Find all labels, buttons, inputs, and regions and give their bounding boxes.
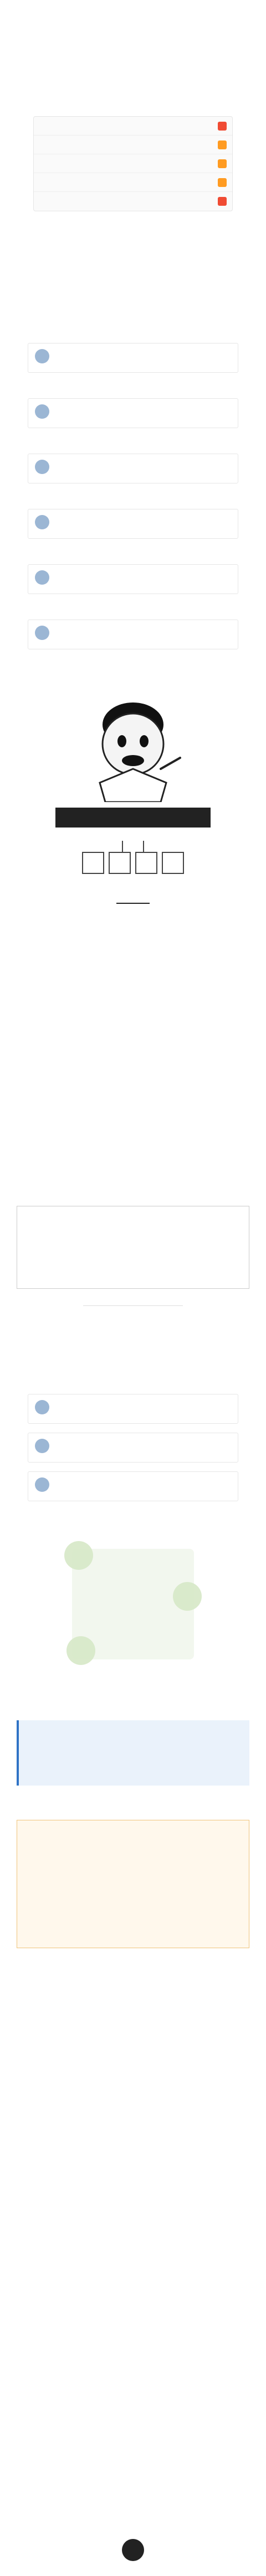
blue-note-title <box>28 1728 241 1738</box>
image-caption <box>0 437 266 445</box>
hot-search-item[interactable] <box>34 154 232 173</box>
closing-block <box>0 1991 266 2092</box>
body-line <box>0 304 266 319</box>
tips-item <box>26 1903 240 1916</box>
closing-line <box>0 2063 266 2078</box>
closing-line <box>0 2034 266 2049</box>
blue-note-line <box>28 1753 241 1766</box>
tagline-line <box>0 933 266 947</box>
body-line <box>0 1690 266 1705</box>
hot-search-panel <box>33 116 233 211</box>
tips-box <box>17 1820 249 1948</box>
tips-item <box>26 1891 240 1903</box>
after-green-block <box>0 1676 266 1705</box>
avatar[interactable] <box>35 460 49 474</box>
avatar[interactable] <box>35 1439 49 1453</box>
comment-card[interactable] <box>28 454 238 483</box>
tagline-block <box>0 918 266 961</box>
intro-line <box>0 11 266 25</box>
blue-note-line <box>28 1741 241 1753</box>
closing-line <box>0 1991 266 2006</box>
logo-badge-icon <box>122 2539 144 2561</box>
char-box <box>135 852 157 874</box>
tips-item <box>26 1916 240 1928</box>
char-box <box>82 852 104 874</box>
body-line <box>0 275 266 290</box>
body-line <box>0 290 266 304</box>
image-caption <box>0 603 266 611</box>
image-caption <box>0 492 266 500</box>
meme-illustration <box>78 691 188 802</box>
hot-search-panel-wrap <box>0 116 266 211</box>
english-title <box>0 885 266 898</box>
comment-card[interactable] <box>28 1471 238 1501</box>
avatar[interactable] <box>35 570 49 585</box>
intro-line <box>0 54 266 69</box>
body-paragraph <box>17 974 249 986</box>
avatar[interactable] <box>35 1477 49 1492</box>
avatar[interactable] <box>35 404 49 419</box>
comment-card[interactable] <box>28 1433 238 1463</box>
avatar[interactable] <box>35 349 49 363</box>
closing-line <box>0 2049 266 2063</box>
hot-search-item[interactable] <box>34 136 232 154</box>
section2-line <box>0 1321 266 1336</box>
intro-line <box>0 69 266 83</box>
body-line <box>0 1676 266 1690</box>
flower-icon <box>64 1541 93 1570</box>
section2-line <box>0 1336 266 1350</box>
section2-line <box>0 1350 266 1365</box>
avatar[interactable] <box>35 1400 49 1414</box>
intro-line <box>0 25 266 40</box>
char-box <box>162 852 184 874</box>
after-list-block <box>0 232 266 333</box>
green-flower-box <box>72 1549 194 1659</box>
body-line <box>0 247 266 261</box>
closing-line <box>0 2006 266 2020</box>
summary-line <box>0 1521 266 1536</box>
tagline-line <box>0 918 266 933</box>
tips-item <box>26 1928 240 1940</box>
hot-badge-icon <box>218 159 227 168</box>
flower-icon <box>173 1582 202 1611</box>
section2-block <box>0 1314 266 1379</box>
image-caption <box>0 382 266 389</box>
section2-line <box>0 1365 266 1379</box>
tagline-line <box>0 947 266 961</box>
blue-note-box <box>17 1720 249 1786</box>
tips-item <box>26 1879 240 1891</box>
closing-line <box>0 2020 266 2034</box>
title-underline <box>116 903 150 904</box>
body-line <box>0 261 266 275</box>
hot-badge-icon <box>218 140 227 149</box>
body-paragraph <box>17 1051 249 1063</box>
intro-block <box>0 11 266 112</box>
hot-search-item[interactable] <box>34 173 232 192</box>
tips-item <box>26 1855 240 1867</box>
hot-badge-icon <box>218 122 227 131</box>
comment-card[interactable] <box>28 620 238 649</box>
intro-line <box>0 40 266 54</box>
comment-card[interactable] <box>28 564 238 594</box>
comment-card[interactable] <box>28 509 238 539</box>
flower-icon <box>66 1636 95 1665</box>
body-line <box>0 319 266 333</box>
intro-line <box>0 83 266 97</box>
hot-search-item[interactable] <box>34 192 232 211</box>
intro-line <box>0 97 266 112</box>
section-divider <box>83 1305 183 1306</box>
four-char-title <box>0 852 266 874</box>
avatar[interactable] <box>35 515 49 529</box>
hot-search-item[interactable] <box>34 117 232 136</box>
image-caption <box>0 658 266 666</box>
comment-card[interactable] <box>28 1394 238 1424</box>
cartoon-face-icon <box>78 691 188 802</box>
framed-paragraph <box>17 1206 249 1289</box>
blue-note-line <box>28 1766 241 1778</box>
section2-heading <box>0 1314 266 1321</box>
body-line <box>0 232 266 247</box>
meme-intro-line <box>0 675 266 689</box>
body-paragraph <box>17 1128 249 1141</box>
char-box <box>109 852 131 874</box>
hot-badge-icon <box>218 197 227 206</box>
tips-item <box>26 1867 240 1879</box>
meme-banner-text <box>55 808 211 828</box>
title-bracket-decoration <box>122 841 144 852</box>
comment-card[interactable] <box>28 343 238 373</box>
comment-card[interactable] <box>28 398 238 428</box>
closing-line <box>0 2078 266 2092</box>
tips-title <box>26 1828 240 1838</box>
image-caption <box>0 548 266 555</box>
avatar[interactable] <box>35 626 49 640</box>
hot-badge-icon <box>218 178 227 187</box>
tips-item <box>26 1843 240 1855</box>
